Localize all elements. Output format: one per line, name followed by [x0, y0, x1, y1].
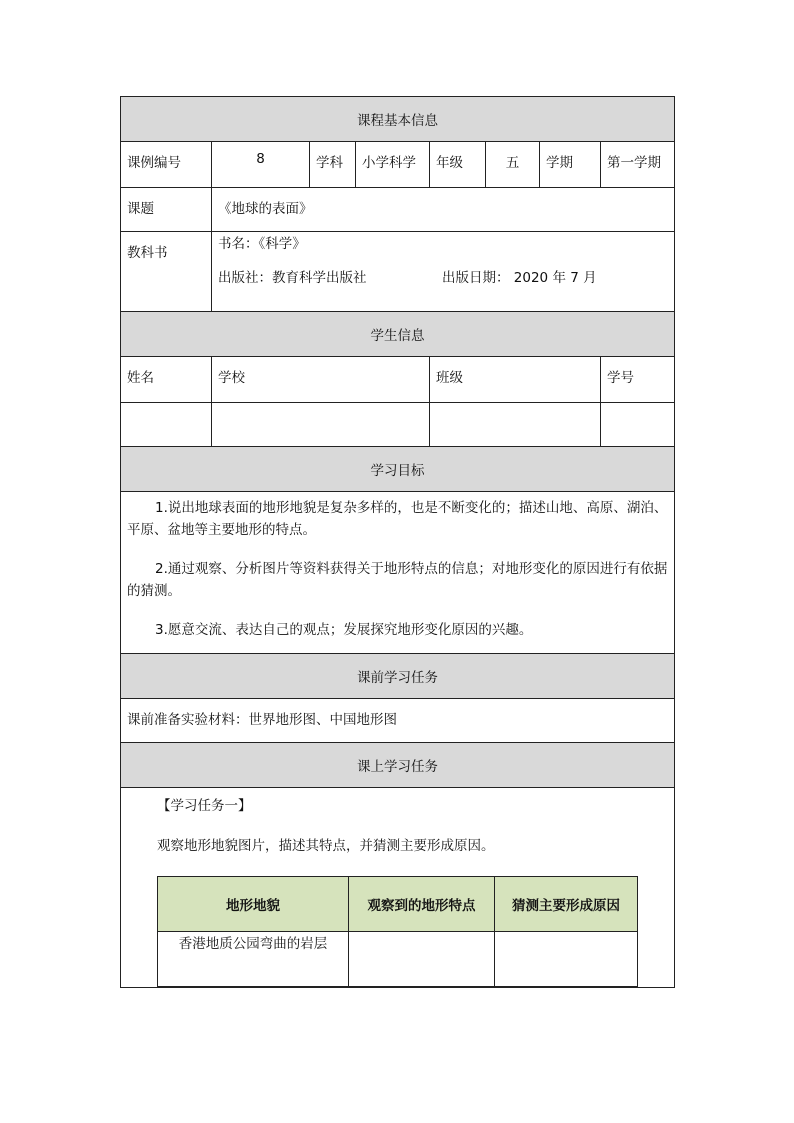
- table-header-landform: 地形地貌: [158, 877, 349, 932]
- publisher: 出版社：教育科学出版社: [218, 270, 367, 286]
- lesson-table: [120, 96, 675, 988]
- table-header-cause: 猜测主要形成原因: [495, 877, 638, 932]
- goal-item: 3.愿意交流、表达自己的观点；发展探究地形变化原因的兴趣。: [155, 622, 533, 638]
- grade-value: 五: [486, 142, 540, 188]
- section-header-class-task: 课上学习任务: [121, 743, 675, 788]
- lesson-document: [120, 96, 674, 988]
- subject-value: 小学科学: [356, 142, 430, 188]
- observation-table: [157, 876, 638, 987]
- table-header-features: 观察到的地形特点: [349, 877, 495, 932]
- textbook-label: 教科书: [121, 232, 212, 312]
- student-id-field[interactable]: [601, 403, 675, 447]
- publish-line: [218, 268, 668, 288]
- name-field[interactable]: [121, 403, 212, 447]
- class-field[interactable]: [430, 403, 601, 447]
- section-header-goals: 学习目标: [121, 447, 675, 492]
- school-field[interactable]: [212, 403, 430, 447]
- cause-cell[interactable]: [495, 932, 638, 987]
- grade-label: 年级: [430, 142, 486, 188]
- class-label: 班级: [430, 357, 601, 403]
- goal-item: 1.说出地球表面的地形地貌是复杂多样的，也是不断变化的；描述山地、高原、湖泊、平原、盆地等主要地形的特点。: [127, 500, 668, 538]
- term-value: 第一学期: [601, 142, 675, 188]
- book-name: 书名：《科学》: [218, 236, 306, 252]
- pre-task-content: 课前准备实验材料：世界地形图、中国地形图: [121, 699, 675, 743]
- section-header-pre-task: 课前学习任务: [121, 654, 675, 699]
- table-row: [158, 932, 638, 987]
- class-task-body: [121, 788, 675, 988]
- topic-label: 课题: [121, 188, 212, 232]
- goals-list: [121, 492, 675, 654]
- section-header-basic: 课程基本信息: [121, 97, 675, 142]
- goal-item: 2.通过观察、分析图片等资料获得关于地形特点的信息；对地形变化的原因进行有依据的猜测。: [127, 561, 668, 599]
- topic-value: 《地球的表面》: [212, 188, 675, 232]
- textbook-info: [212, 232, 675, 312]
- school-label: 学校: [212, 357, 430, 403]
- section-header-student: 学生信息: [121, 312, 675, 357]
- name-label: 姓名: [121, 357, 212, 403]
- task-description: 观察地形地貌图片，描述其特点，并猜测主要形成原因。: [157, 838, 495, 854]
- task-title: 【学习任务一】: [157, 798, 252, 814]
- features-cell[interactable]: [349, 932, 495, 987]
- term-label: 学期: [540, 142, 601, 188]
- publish-date: 出版日期： 2020 年 7 月: [442, 270, 597, 286]
- case-no-value: 8: [212, 142, 310, 188]
- subject-label: 学科: [310, 142, 356, 188]
- landform-cell: 香港地质公园弯曲的岩层: [158, 932, 349, 987]
- case-no-label: 课例编号: [121, 142, 212, 188]
- student-id-label: 学号: [601, 357, 675, 403]
